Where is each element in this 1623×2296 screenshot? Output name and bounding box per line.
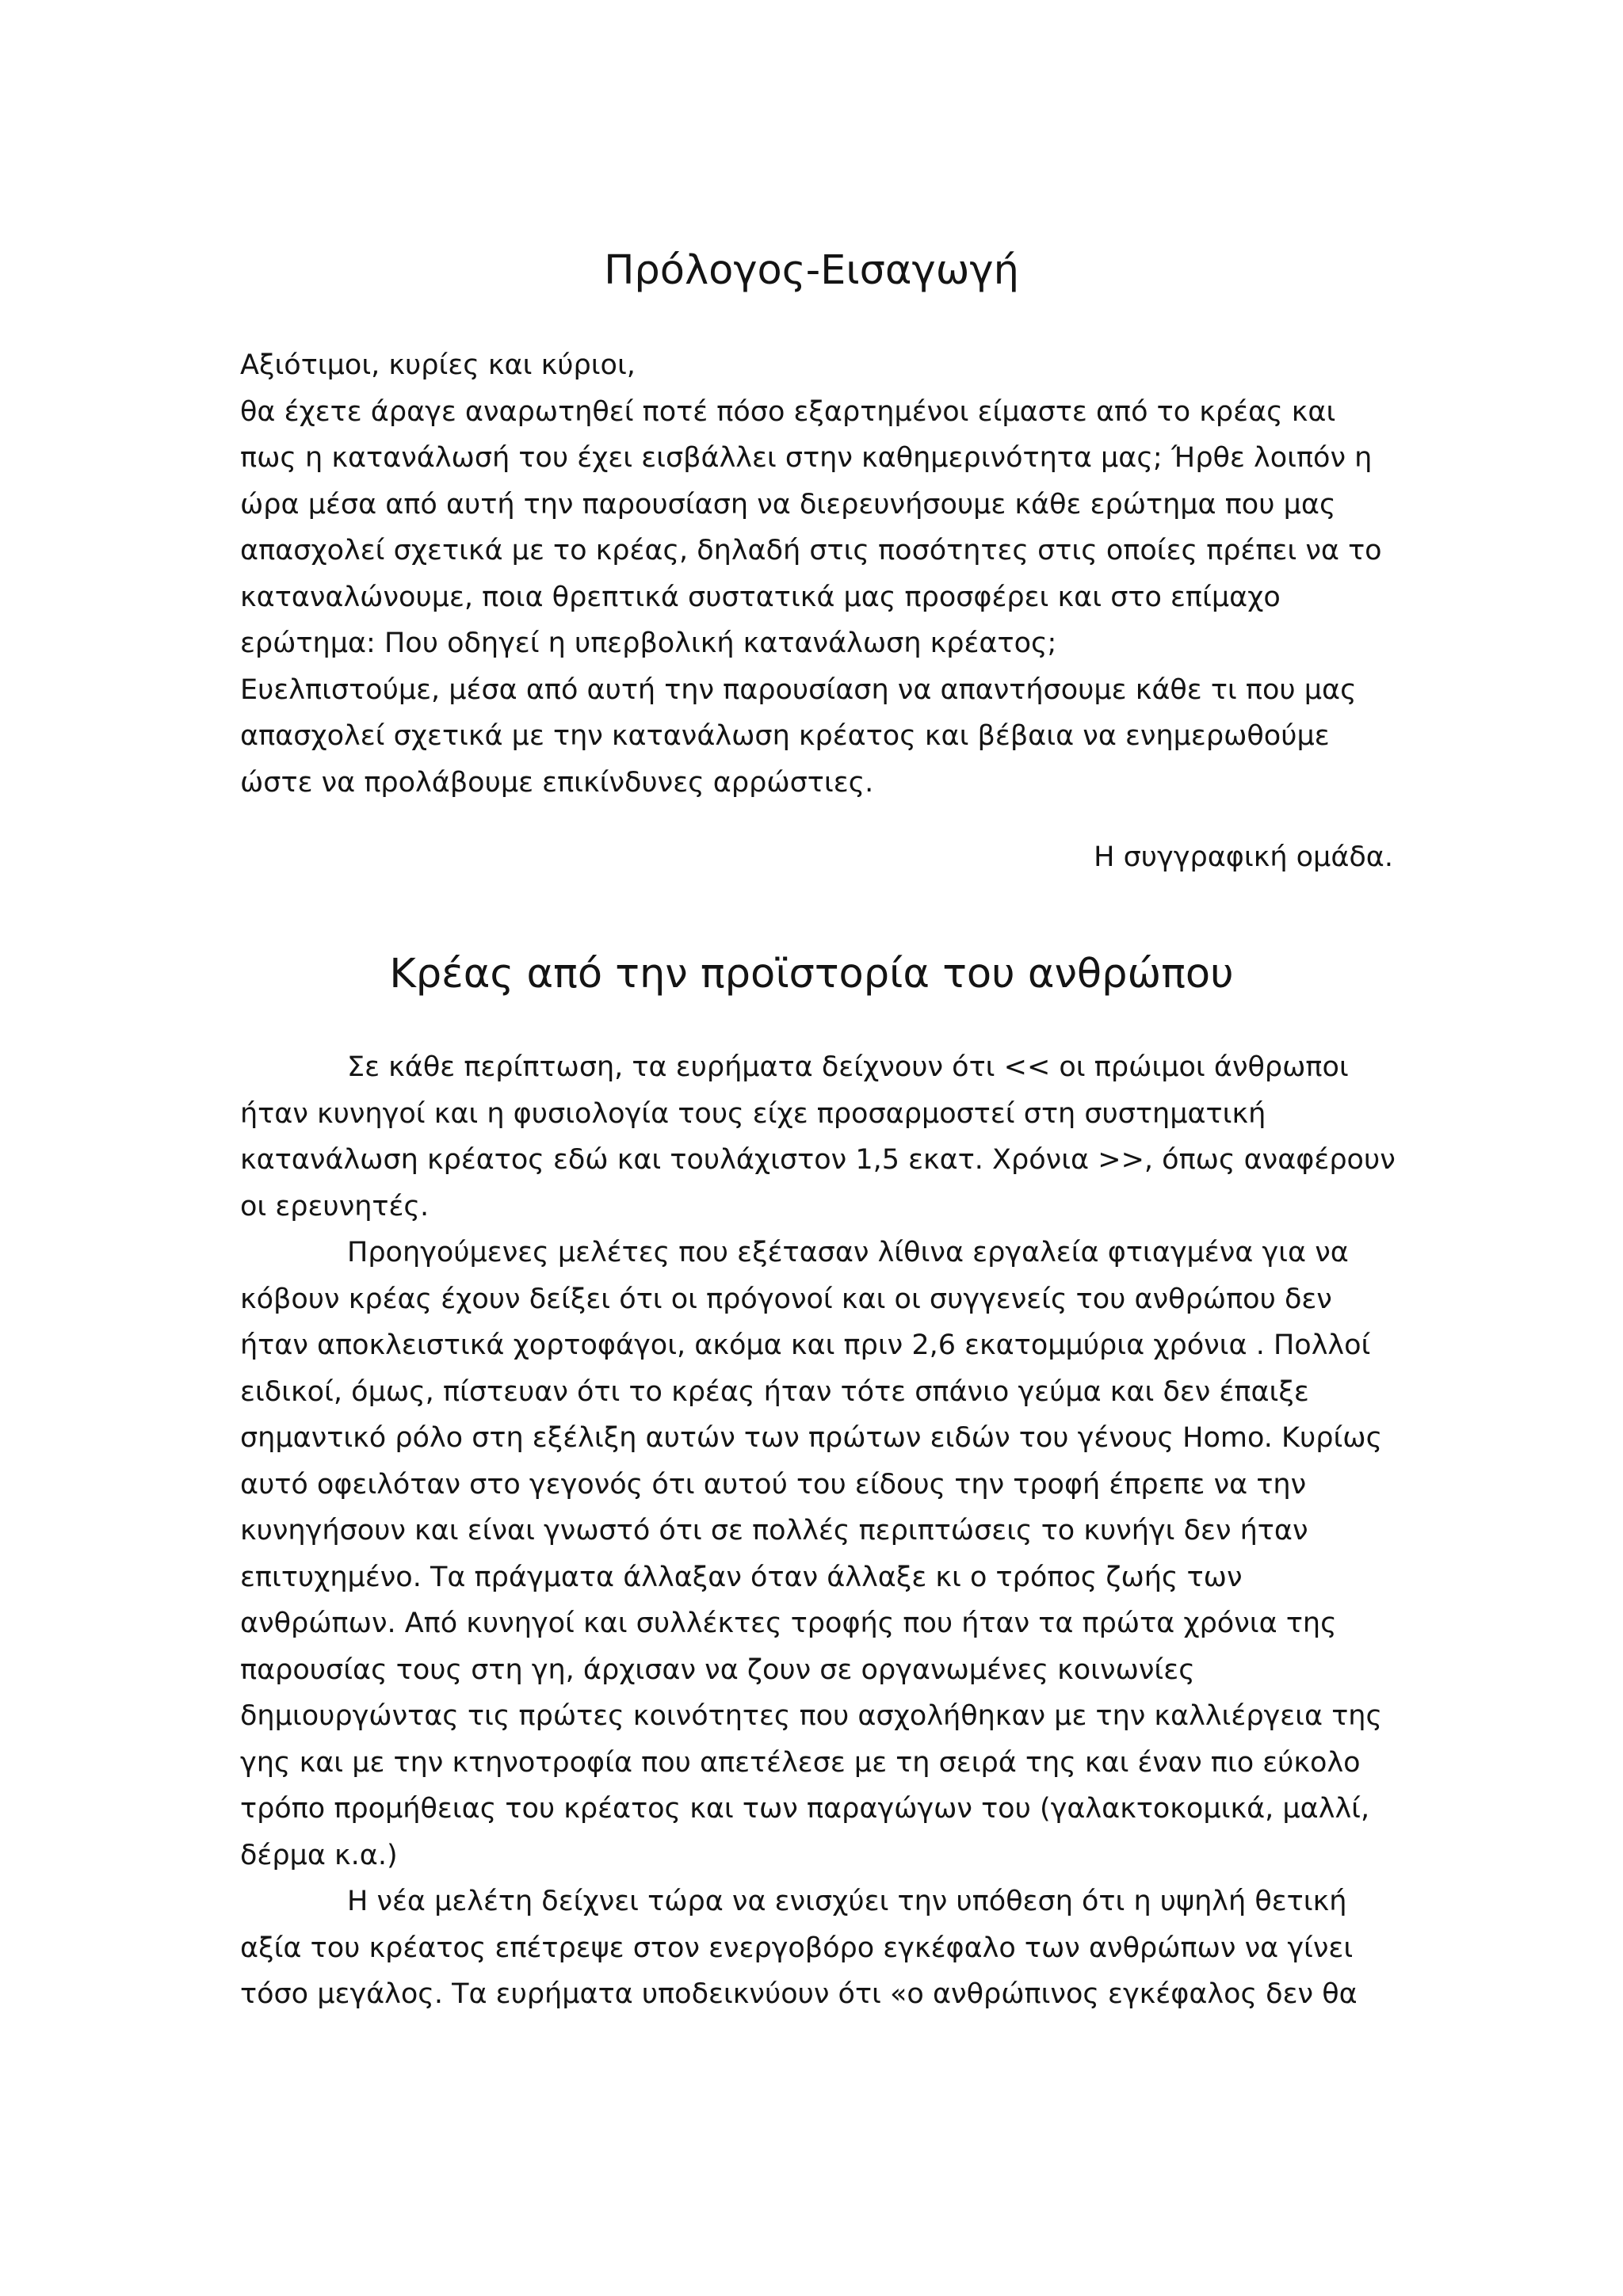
prehistory-line: αυτό οφειλόταν στο γεγονός ότι αυτού του είδους την τροφή έπρεπε να την xyxy=(240,1468,1307,1501)
prologue-line: ώστε να προλάβουμε επικίνδυνες αρρώστιες. xyxy=(240,766,874,799)
prehistory-line: ήταν κυνηγοί και η φυσιολογία τους είχε προσαρμοστεί στη συστηματική xyxy=(240,1097,1266,1130)
prehistory-line: Η νέα μελέτη δείχνει τώρα να ενισχύει την υπόθεση ότι η υψηλή θετική xyxy=(347,1886,1347,1917)
prehistory-line: δέρμα κ.α.) xyxy=(240,1839,398,1871)
prehistory-line: γης και με την κτηνοτροφία που απετέλεσε με τη σειρά της και έναν πιο εύκολο xyxy=(240,1746,1361,1779)
prehistory-line: δημιουργώντας τις πρώτες κοινότητες που ασχολήθηκαν με την καλλιέργεια της xyxy=(240,1700,1382,1732)
prehistory-heading: Κρέας από την προϊστορία του ανθρώπου xyxy=(389,951,1234,997)
prologue-line: πως η κατανάλωσή του έχει εισβάλλει στην καθημερινότητα μας; Ήρθε λοιπόν η xyxy=(240,442,1373,474)
prehistory-line: αξία του κρέατος επέτρεψε στον ενεργοβόρο εγκέφαλο των ανθρώπων να γίνει xyxy=(240,1932,1354,1964)
prehistory-line: κυνηγήσουν και είναι γνωστό ότι σε πολλές περιπτώσεις το κυνήγι δεν ήταν xyxy=(240,1515,1308,1547)
prologue-heading: Πρόλογος-Εισαγωγή xyxy=(604,247,1019,294)
prehistory-line: τόσο μεγάλος. Τα ευρήματα υποδεικνύουν ότι «ο ανθρώπινος εγκέφαλος δεν θα xyxy=(240,1978,1358,2010)
prehistory-text xyxy=(240,1044,1397,2018)
signature: Η συγγραφική ομάδα. xyxy=(1094,841,1393,873)
prehistory-line: κόβουν κρέας έχουν δείξει ότι οι πρόγονοί και οι συγγενείς του ανθρώπου δεν xyxy=(240,1283,1332,1315)
prologue-line: απασχολεί σχετικά με την κατανάλωση κρέατος και βέβαια να ενημερωθούμε xyxy=(240,720,1330,752)
prehistory-line: επιτυχημένο. Τα πράγματα άλλαξαν όταν άλλαξε κι ο τρόπος ζωής των xyxy=(240,1561,1243,1593)
prologue-line: θα έχετε άραγε αναρωτηθεί ποτέ πόσο εξαρτημένοι είμαστε από το κρέας και xyxy=(240,395,1336,428)
prehistory-line: παρουσίας τους στη γη, άρχισαν να ζουν σε οργανωμένες κοινωνίες xyxy=(240,1653,1195,1686)
prehistory-line: Προηγούμενες μελέτες που εξέτασαν λίθινα εργαλεία φτιαγμένα για να xyxy=(347,1237,1349,1268)
prologue-line: καταναλώνουμε, ποια θρεπτικά συστατικά μας προσφέρει και στο επίμαχο xyxy=(240,581,1281,613)
prehistory-line: κατανάλωση κρέατος εδώ και τουλάχιστον 1,5 εκατ. Χρόνια >>, όπως αναφέρουν xyxy=(240,1144,1396,1176)
prologue-line: Ευελπιστούμε, μέσα από αυτή την παρουσίαση να απαντήσουμε κάθε τι που μας xyxy=(240,673,1357,706)
prehistory-line: ήταν αποκλειστικά χορτοφάγοι, ακόμα και πριν 2,6 εκατομμύρια χρόνια . Πολλοί xyxy=(240,1329,1371,1361)
prehistory-line: Σε κάθε περίπτωση, τα ευρήματα δείχνουν ότι << οι πρώιμοι άνθρωποι xyxy=(347,1051,1349,1083)
prologue-text xyxy=(240,342,1397,806)
prologue-line: απασχολεί σχετικά με το κρέας, δηλαδή στις ποσότητες στις οποίες πρέπει να το xyxy=(240,535,1382,566)
prehistory-line: τρόπο προμήθειας του κρέατος και των παραγώγων του (γαλακτοκομικά, μαλλί, xyxy=(240,1793,1370,1825)
prehistory-line: ανθρώπων. Από κυνηγοί και συλλέκτες τροφής που ήταν τα πρώτα χρόνια της xyxy=(240,1608,1337,1639)
prologue-line: Αξιότιμοι, κυρίες και κύριοι, xyxy=(240,349,636,381)
prehistory-line: οι ερευνητές. xyxy=(240,1190,430,1222)
prologue-line: ερώτημα: Που οδηγεί η υπερβολική κατανάλωση κρέατος; xyxy=(240,627,1057,659)
prehistory-line: ειδικοί, όμως, πίστευαν ότι το κρέας ήταν τότε σπάνιο γεύμα και δεν έπαιξε xyxy=(240,1375,1309,1408)
prehistory-line: σημαντικό ρόλο στη εξέλιξη αυτών των πρώτων ειδών του γένους Homo. Κυρίως xyxy=(240,1422,1383,1454)
prologue-line: ώρα μέσα από αυτή την παρουσίαση να διερευνήσουμε κάθε ερώτημα που μας xyxy=(240,488,1336,521)
